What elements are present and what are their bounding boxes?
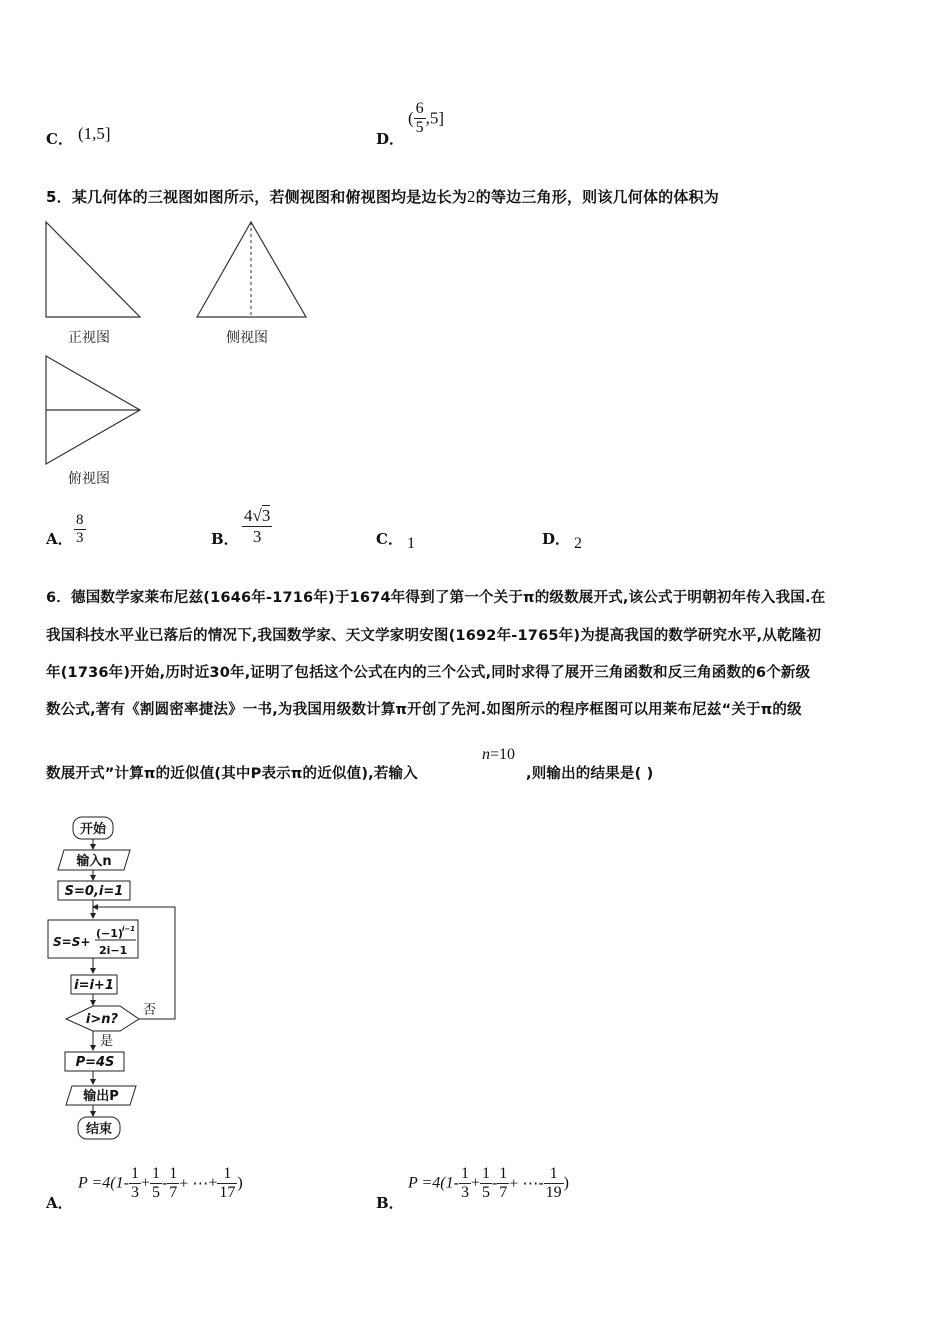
flow-no-label: 否 xyxy=(143,1003,157,1018)
side-view-figure xyxy=(192,218,312,323)
q6-option-b-label: B． xyxy=(376,1194,404,1212)
flow-output-label: 输出P xyxy=(83,1089,119,1104)
side-view-caption: 侧视图 xyxy=(226,330,268,346)
q6-stem-line-2: 我国科技水平业已落后的情况下,我国数学家、天文学家明安图(1692年-1765年)为提高我国的数学研究水平,从乾隆初 xyxy=(46,628,822,644)
flow-start-label: 开始 xyxy=(79,822,107,837)
q6-option-b-value: P =4(1- $\frac{1}{3}$ + $\frac{1}{5}$ - $\frac{1}{7}$ + ⋯- $\frac{1}{19}$ ) xyxy=(408,1165,569,1201)
flow-input-label: 输入n xyxy=(76,854,112,869)
q4-option-d-label: D． xyxy=(376,130,405,148)
flow-update-lhs: S=S+ xyxy=(53,935,91,949)
flow-yes-label: 是 xyxy=(100,1034,114,1049)
flow-condition-label: i>n? xyxy=(85,1012,119,1027)
q5-option-b-label: B． xyxy=(211,530,239,548)
q5-option-d-value: 2 xyxy=(574,535,582,552)
q6-stem-line-3: 年(1736年)开始,历时近30年,证明了包括这个公式在内的三个公式,同时求得了展开三角函数和反三角函数的6个新级 xyxy=(46,665,811,681)
flow-update-den: 2i−1 xyxy=(99,944,128,957)
q6-stem-line-1: 6．德国数学家莱布尼兹(1646年-1716年)于1674年得到了第一个关于π的级数展开式,该公式于明朝初年传入我国.在 xyxy=(46,590,826,606)
flow-init-label: S=0,i=1 xyxy=(64,884,124,899)
q5-option-d-label: D． xyxy=(542,530,571,548)
q6-input-value: n=10 xyxy=(482,746,516,763)
q6-option-a-label: A． xyxy=(46,1194,73,1212)
q6-option-a-value: P =4(1- $\frac{1}{3}$ + $\frac{1}{5}$ - $\frac{1}{7}$ + ⋯+ $\frac{1}{17}$ ) xyxy=(78,1165,243,1201)
front-view-triangle xyxy=(46,222,140,317)
q5-option-c-label: C． xyxy=(376,530,403,548)
q5-stem: 5．某几何体的三视图如图所示，若侧视图和俯视图均是边长为2的等边三角形，则该几何体的体积为 xyxy=(46,187,719,206)
flow-assign-label: P=4S xyxy=(75,1055,115,1070)
q4-option-d-value: ( $\frac{6}{5}$ ,5] xyxy=(408,100,445,136)
q4-option-c-value: (1,5] xyxy=(78,124,111,143)
flow-update-num: (−1) xyxy=(96,927,123,940)
q5-option-a-value: $\frac{8}{3}$ xyxy=(76,512,84,546)
flow-update-sup: i−1 xyxy=(122,925,136,933)
top-view-caption: 俯视图 xyxy=(68,471,110,487)
front-view-figure xyxy=(40,218,150,323)
q6-stem-line-5-start: 数展开式”计算π的近似值(其中P表示π的近似值),若输入 xyxy=(46,766,418,782)
q5-option-b-value: $\frac{4√3}{3}$ xyxy=(244,506,271,546)
q6-stem-line-4: 数公式,著有《割圆密率捷法》一书,为我国用级数计算π开创了先河.如图所示的程序框图可以用莱布尼兹“关于π的级 xyxy=(46,702,802,718)
flow-increment-label: i=i+1 xyxy=(74,978,114,993)
front-view-caption: 正视图 xyxy=(68,330,110,346)
flow-end-label: 结束 xyxy=(85,1122,113,1137)
program-flowchart xyxy=(40,810,230,1150)
top-view-figure xyxy=(40,352,150,470)
q5-option-a-label: A． xyxy=(46,530,73,548)
q5-option-c-value: 1 xyxy=(407,535,415,552)
q6-stem-line-5-end: ,则输出的结果是( ) xyxy=(526,766,654,782)
q4-option-c-label: C． xyxy=(46,130,73,148)
